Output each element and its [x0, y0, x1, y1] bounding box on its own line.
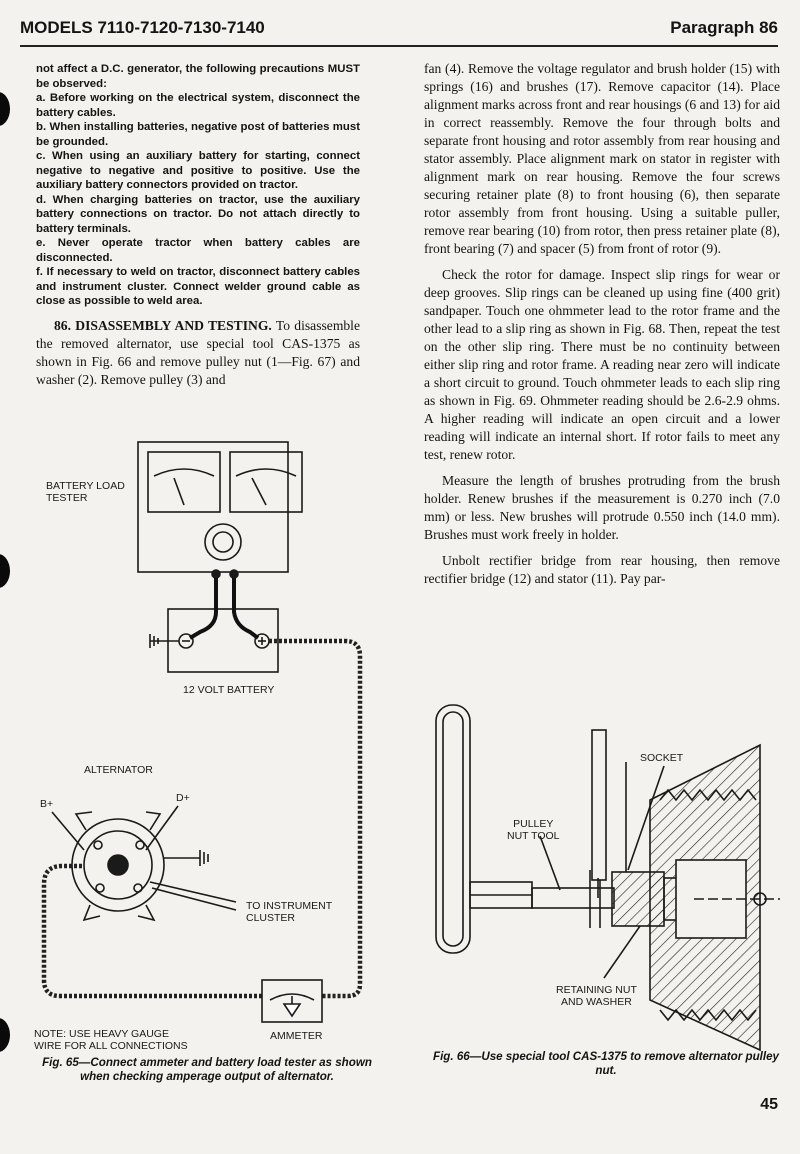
- paragraph: Unbolt rectifier bridge from rear housing, then remove rectifier bridge (12) and stator (11). Pay par-: [424, 553, 780, 586]
- warning-intro: not affect a D.C. generator, the following precautions MUST be observed:: [36, 63, 360, 90]
- label-d-plus: D+: [176, 792, 190, 804]
- page-number: 45: [760, 1096, 778, 1113]
- label-retaining-nut: RETAINING NUT AND WASHER: [556, 984, 637, 1008]
- label-socket: SOCKET: [640, 752, 684, 764]
- warning-item: f. If necessary to weld on tractor, disconnect battery cables and instrument cluster. Connect welder ground cable as close as possible to weld area.: [36, 266, 360, 307]
- warning-item: a. Before working on the electrical system, disconnect the battery cables.: [36, 92, 360, 119]
- header-models: MODELS 7110-7120-7130-7140: [20, 18, 265, 37]
- label-pulley-nut-tool: PULLEY NUT TOOL: [507, 818, 560, 842]
- warning-item: e. Never operate tractor when battery cables are disconnected.: [36, 237, 360, 264]
- paragraph: Check the rotor for damage. Inspect slip rings for wear or deep grooves. Slip rings can be cleaned up using fine (400 grit) sandpaper. Touch one ohmmeter lead to the rotor frame and the other lead to a slip ring as shown in Fig. 68. Then, repeat the test on the other slip ring. There must be no continuity between either slip ring and rotor frame. A reading near zero will indicate a short circuit to ground. Touch ohmmeter leads to each slip ring as shown in Fig. 69. Ohmmeter reading should be 2.6-2.9 ohms. A higher reading will indicate an open circuit and a lower reading will indicate an internal short. If rotor fails to meet any test, renew rotor.: [424, 267, 780, 462]
- paragraph: fan (4). Remove the voltage regulator and brush holder (15) with springs (16) and brushes (17). Remove capacitor (14). Place alignment marks across front and rear housings (6 and 13) for aid in correct reassembly. Remove the four through bolts and separate front housing and rotor assembly from rear housing and stator assembly. Place alignment mark on stator in register with alignment mark on rear housing. Remove the four screws securing retainer plate (8) to front housing (6), then separate rotor assembly from front housing. Using a suitable puller, remove rear bearing (10) from rotor, then press retainer plate (8), front bearing (7) and spacer (5) from front of rotor (9).: [424, 61, 780, 256]
- section-heading: 86. DISASSEMBLY AND TESTING.: [54, 317, 272, 333]
- label-12-volt-battery: 12 VOLT BATTERY: [183, 684, 275, 696]
- warning-item: b. When installing batteries, negative post of batteries must be grounded.: [36, 121, 360, 148]
- section-text: To disassemble the removed alternator, use special tool CAS-1375 as shown in Fig. 66 and remove pulley nut (1—Fig. 67) and washer (2). Remove pulley (3) and: [36, 317, 360, 387]
- fig66-caption: Fig. 66—Use special tool CAS-1375 to remove alternator pulley nut.: [433, 1050, 779, 1077]
- fig65-caption: Fig. 65—Connect ammeter and battery load tester as shown when checking amperage output of alternator.: [42, 1056, 372, 1083]
- ratchet-handle: [436, 705, 470, 953]
- label-ammeter: AMMETER: [270, 1030, 323, 1042]
- paragraph: Measure the length of brushes protruding from the brush holder. Renew brushes if the measurement is 0.270 inch (7.0 mm) or less. New brushes will protrude 0.550 inch (14.0 mm). Brushes must work freely in holder.: [424, 473, 780, 542]
- warning-item: d. When charging batteries on tractor, use the auxiliary battery connections on tractor. Do not attach directly to battery terminals.: [36, 193, 360, 235]
- label-battery-load-tester: BATTERY LOAD TESTER: [46, 480, 125, 504]
- note-heavy-gauge-wire: NOTE: USE HEAVY GAUGE WIRE FOR ALL CONNECTIONS: [34, 1028, 188, 1052]
- label-alternator: ALTERNATOR: [84, 764, 153, 776]
- header-paragraph: Paragraph 86: [670, 18, 778, 37]
- label-b-plus: B+: [40, 798, 54, 810]
- warning-item: c. When using an auxiliary battery for starting, connect negative to negative and positive to positive. Use the auxiliary battery connectors provided on tractor.: [36, 150, 360, 191]
- label-instrument-cluster: TO INSTRUMENT CLUSTER: [246, 900, 333, 924]
